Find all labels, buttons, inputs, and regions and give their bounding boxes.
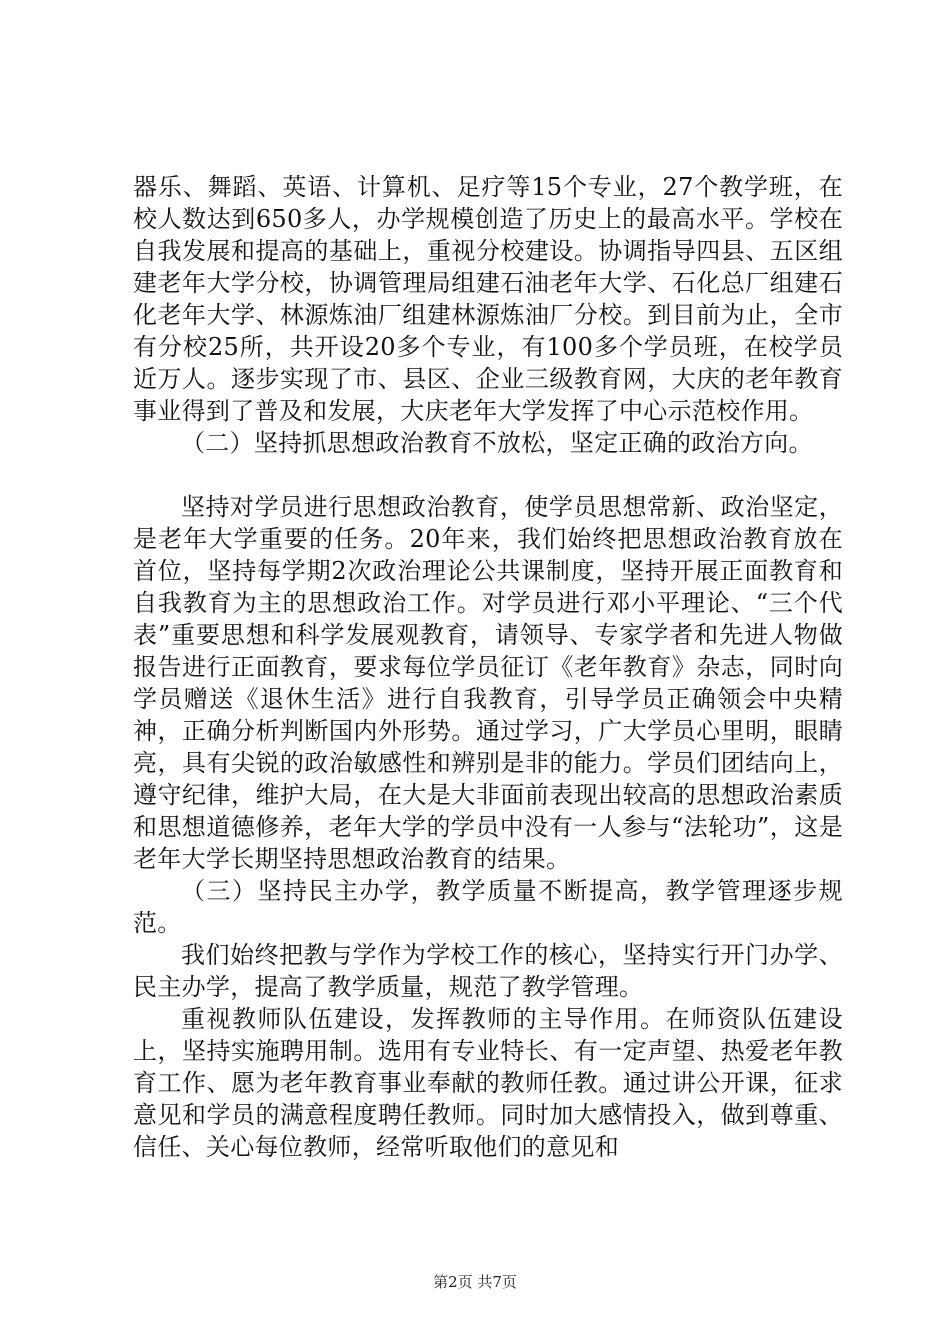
paragraph-teaching-core: 我们始终把教与学作为学校工作的核心，坚持实行开门办学、民主办学，提高了教学质量，规范了教学管理。 (133, 941, 843, 1001)
section-heading-2: （二）坚持抓思想政治教育不放松，坚定正确的政治方向。 (181, 429, 813, 457)
document-body (133, 171, 843, 1163)
section-heading-3: （三）坚持民主办学，教学质量不断提高，教学管理逐步规范。 (133, 877, 843, 937)
paragraph-continuation: 器乐、舞蹈、英语、计算机、足疗等15个专业，27个教学班，在校人数达到650多人，办学规模创造了历史上的最高水平。学校在自我发展和提高的基础上，重视分校建设。协调指导四县、五区组建老年大学分校，协调管理局组建石油老年大学、石化总厂组建石化老年大学、林源炼油厂组建林源炼油厂分校。到目前为止，全市有分校25所，共开设20多个专业，有100多个学员班，在校学员近万人。逐步实现了市、县区、企业三级教育网，大庆的老年教育事业得到了普及和发展，大庆老年大学发挥了中心示范校作用。 (133, 173, 843, 425)
paragraph-political-education: 坚持对学员进行思想政治教育，使学员思想常新、政治坚定，是老年大学重要的任务。20年来，我们始终把思想政治教育放在首位，坚持每学期2次政治理论公共课制度，坚持开展正面教育和自我教育为主的思想政治工作。对学员进行邓小平理论、“三个代表”重要思想和科学发展观教育，请领导、专家学者和先进人物做报告进行正面教育，要求每位学员征订《老年教育》杂志，同时向学员赠送《退休生活》进行自我教育，引导学员正确领会中央精神，正确分析判断国内外形势。通过学习，广大学员心里明，眼睛亮，具有尖锐的政治敏感性和辨别是非的能力。学员们团结向上，遵守纪律，维护大局，在大是大非面前表现出较高的思想政治素质和思想道德修养，老年大学的学员中没有一人参与“法轮功”，这是老年大学长期坚持思想政治教育的结果。 (133, 493, 843, 873)
page-number-footer: 第2页 共7页 (433, 1273, 517, 1291)
paragraph-teacher-team: 重视教师队伍建设，发挥教师的主导作用。在师资队伍建设上，坚持实施聘用制。选用有专业特长、有一定声望、热爱老年教育工作、愿为老年教育事业奉献的教师任教。通过讲公开课，征求意见和学员的满意程度聘任教师。同时加大感情投入，做到尊重、信任、关心每位教师，经常听取他们的意见和 (133, 1005, 843, 1161)
